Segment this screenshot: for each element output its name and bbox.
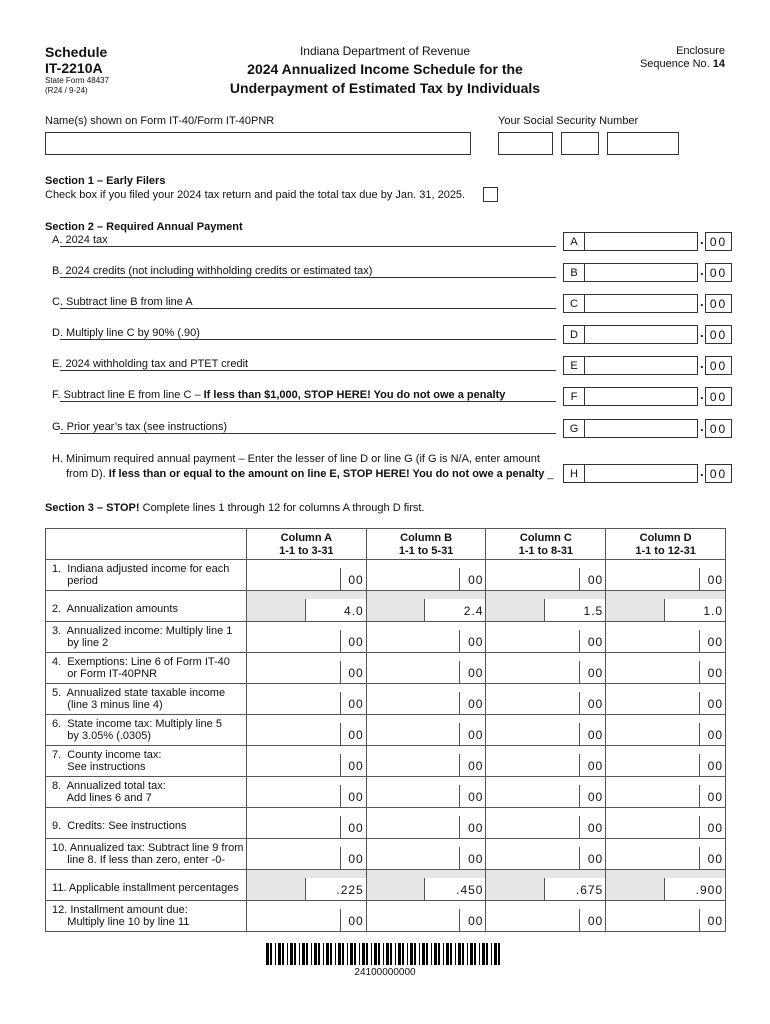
line-c-decimal: . xyxy=(700,294,704,309)
barcode-bar xyxy=(446,943,449,965)
table-header-row xyxy=(46,529,726,560)
row-label-6 xyxy=(46,715,247,746)
line-d-label: D. Multiply line C by 90% (.90) xyxy=(52,327,200,339)
cell-value: 00 xyxy=(468,914,484,928)
row-label-10 xyxy=(46,839,247,870)
form-revision: (R24 / 9-24) xyxy=(45,86,88,95)
cell-row12-col1[interactable] xyxy=(366,901,486,932)
line-b-text xyxy=(52,265,374,277)
line-b-cents[interactable]: 00 xyxy=(705,263,732,282)
cell-value: .450 xyxy=(456,883,484,897)
sequence-value: 14 xyxy=(712,58,725,70)
barcode-bar xyxy=(323,943,324,965)
table-row xyxy=(46,808,726,839)
cell-row11-col2[interactable] xyxy=(486,870,606,901)
cell-value: .900 xyxy=(695,883,723,897)
line-a-text xyxy=(52,234,110,246)
cell-row8-col0[interactable] xyxy=(246,777,366,808)
cell-row6-col3[interactable] xyxy=(606,715,726,746)
line-h-amount[interactable] xyxy=(584,464,698,483)
cell-row4-col2[interactable] xyxy=(486,653,606,684)
cell-value: 00 xyxy=(468,759,484,773)
cell-row3-col2[interactable] xyxy=(486,622,606,653)
annualized-income-table xyxy=(45,528,726,932)
cell-row9-col0[interactable] xyxy=(246,808,366,839)
line-c-cents[interactable]: 00 xyxy=(705,294,732,313)
cell-row7-col0[interactable] xyxy=(246,746,366,777)
barcode-bar xyxy=(462,943,464,965)
barcode-bar xyxy=(338,943,341,965)
line-b-amount[interactable] xyxy=(584,263,698,282)
row-label-line1: 7. County income tax: xyxy=(52,749,162,761)
section1-text: Check box if you filed your 2024 tax return and paid the total tax due by Jan. 31, 2025. xyxy=(45,189,466,201)
cell-row5-col2[interactable] xyxy=(486,684,606,715)
ssn-input-part3[interactable] xyxy=(607,132,679,155)
cell-row1-col1[interactable] xyxy=(366,560,486,591)
row-label-line1: 6. State income tax: Multiply line 5 xyxy=(52,718,222,730)
column-range: 1-1 to 12-31 xyxy=(635,545,696,557)
table-row xyxy=(46,901,726,932)
table-row xyxy=(46,591,726,622)
line-g-leader xyxy=(60,433,556,434)
cell-value: 1.5 xyxy=(583,604,604,618)
barcode-bar xyxy=(326,943,329,965)
cell-row6-col1[interactable] xyxy=(366,715,486,746)
cell-row7-col1[interactable] xyxy=(366,746,486,777)
cell-row1-col3[interactable] xyxy=(606,560,726,591)
cell-value: 00 xyxy=(587,573,604,587)
cell-value: 00 xyxy=(707,759,723,773)
barcode-bar xyxy=(402,943,404,965)
line-d-cents[interactable]: 00 xyxy=(705,325,732,344)
column-name: Column C xyxy=(519,532,572,544)
barcode-bar xyxy=(431,943,432,965)
cell-value: 00 xyxy=(468,728,484,742)
cell-value: 1.0 xyxy=(703,604,723,618)
cell-value: 00 xyxy=(468,790,484,804)
barcode-bar xyxy=(438,943,440,965)
column-name: Column D xyxy=(639,532,692,544)
row-label-7 xyxy=(46,746,247,777)
barcode-bar xyxy=(455,943,456,965)
early-filer-checkbox[interactable] xyxy=(483,187,498,202)
line-d-letter: D xyxy=(563,325,585,344)
row-label-line1: 10. Annualized tax: Subtract line 9 from xyxy=(52,842,244,854)
row-label-12 xyxy=(46,901,247,932)
barcode-bar xyxy=(498,943,500,965)
row-label-line1: 1. Indiana adjusted income for each xyxy=(52,563,230,575)
cell-value: 2.4 xyxy=(463,604,484,618)
barcode-bar xyxy=(278,943,281,965)
cell-value: 00 xyxy=(348,790,364,804)
cell-row12-col3[interactable] xyxy=(606,901,726,932)
line-c-label: C. Subtract line B from line A xyxy=(52,296,193,308)
line-f-cents[interactable]: 00 xyxy=(705,387,732,406)
line-h-warning: If less than or equal to the amount on line E, STOP HERE! You do not owe a penalty xyxy=(108,468,545,480)
barcode-bar xyxy=(414,943,416,965)
table-row xyxy=(46,653,726,684)
cell-value: 00 xyxy=(348,697,364,711)
cell-value: 00 xyxy=(468,573,484,587)
row-label-9 xyxy=(46,808,247,839)
barcode-bar xyxy=(350,943,353,965)
cell-row2-col1[interactable] xyxy=(366,591,486,622)
barcode-bar xyxy=(342,943,344,965)
line-h-cents[interactable]: 00 xyxy=(705,464,732,483)
row-label-line1: 2. Annualization amounts xyxy=(52,603,178,615)
line-a-cents[interactable]: 00 xyxy=(705,232,732,251)
cell-row9-col2[interactable] xyxy=(486,808,606,839)
column-header-3 xyxy=(606,529,726,560)
row-label-line1: 12. Installment amount due: xyxy=(52,904,188,916)
cell-value: 00 xyxy=(587,635,604,649)
barcode-bar xyxy=(470,943,473,965)
line-f-letter: F xyxy=(563,387,585,406)
line-h-text1: H. Minimum required annual payment – Enter the lesser of line D or line G (if G is N/A, enter amount xyxy=(52,453,540,465)
row-label-2 xyxy=(46,591,247,622)
enclosure-label: Enclosure xyxy=(676,45,725,57)
table-header-blank xyxy=(46,529,247,560)
cell-value: 00 xyxy=(707,728,723,742)
column-range: 1-1 to 8-31 xyxy=(518,545,574,557)
barcode-bar xyxy=(362,943,365,965)
barcode-bar xyxy=(354,943,356,965)
cell-row2-col2[interactable] xyxy=(486,591,606,622)
form-title-line2: Underpayment of Estimated Tax by Individuals xyxy=(229,80,541,96)
barcode-bar xyxy=(458,943,461,965)
cell-row7-col2[interactable] xyxy=(486,746,606,777)
row-label-line2: Multiply line 10 by line 11 xyxy=(52,916,190,928)
barcode-bar xyxy=(383,943,384,965)
barcode-bar xyxy=(311,943,312,965)
line-e-amount[interactable] xyxy=(584,356,698,375)
sequence-label: Sequence No. xyxy=(639,58,710,70)
sequence-number xyxy=(640,58,725,70)
cell-value: 00 xyxy=(707,790,723,804)
barcode-bar xyxy=(419,943,420,965)
line-c-letter: C xyxy=(563,294,585,313)
row-label-line2: or Form IT-40PNR xyxy=(52,668,158,680)
row-label-line2: Add lines 6 and 7 xyxy=(52,792,152,804)
line-e-decimal: . xyxy=(700,356,704,371)
cell-row9-col3[interactable] xyxy=(606,808,726,839)
line-a-label: A. 2024 tax xyxy=(52,234,108,246)
line-g-text xyxy=(52,421,229,433)
table-row xyxy=(46,777,726,808)
names-label: Name(s) shown on Form IT-40/Form IT-40PNR xyxy=(45,115,275,127)
table-row xyxy=(46,684,726,715)
cell-value: 4.0 xyxy=(344,604,364,618)
barcode-bar xyxy=(335,943,336,965)
row-label-5 xyxy=(46,684,247,715)
line-f-decimal: . xyxy=(700,387,704,402)
line-b-label: B. 2024 credits (not including withholding credits or estimated tax) xyxy=(52,265,373,277)
ssn-label: Your Social Security Number xyxy=(498,115,639,127)
cell-row4-col0[interactable] xyxy=(246,653,366,684)
line-a-amount[interactable] xyxy=(584,232,698,251)
column-header-1 xyxy=(366,529,486,560)
cell-value: 00 xyxy=(587,759,604,773)
barcode-bar xyxy=(482,943,485,965)
line-d-text xyxy=(52,327,202,339)
table-row xyxy=(46,746,726,777)
barcode-bar xyxy=(270,943,272,965)
barcode-bar xyxy=(422,943,425,965)
column-header-2 xyxy=(486,529,606,560)
barcode-bar xyxy=(318,943,320,965)
form-code: IT-2210A xyxy=(45,60,103,76)
cell-value: 00 xyxy=(468,821,484,835)
cell-row10-col3[interactable] xyxy=(606,839,726,870)
row-label-line1: 9. Credits: See instructions xyxy=(52,820,187,832)
column-name: Column A xyxy=(280,532,333,544)
cell-row10-col2[interactable] xyxy=(486,839,606,870)
cell-value: 00 xyxy=(707,852,723,866)
cell-value: 00 xyxy=(707,821,723,835)
section2-title: Section 2 – Required Annual Payment xyxy=(45,221,243,233)
cell-row6-col0[interactable] xyxy=(246,715,366,746)
cell-row3-col1[interactable] xyxy=(366,622,486,653)
barcode-bar xyxy=(266,943,269,965)
cell-value: 00 xyxy=(348,821,364,835)
row-label-line1: 3. Annualized income: Multiply line 1 xyxy=(52,625,233,637)
row-label-line2: by 3.05% (.0305) xyxy=(52,730,152,742)
barcode-bar xyxy=(287,943,288,965)
barcode-bar xyxy=(275,943,276,965)
barcode-bar xyxy=(290,943,293,965)
line-g-label: G. Prior year’s tax (see instructions) xyxy=(52,421,228,433)
cell-value: 00 xyxy=(707,697,723,711)
cell-value: 00 xyxy=(587,790,604,804)
section1-title: Section 1 – Early Filers xyxy=(45,175,166,187)
cell-row4-col3[interactable] xyxy=(606,653,726,684)
cell-row5-col3[interactable] xyxy=(606,684,726,715)
cell-value: .675 xyxy=(575,883,604,897)
cell-value: 00 xyxy=(348,666,364,680)
cell-value: 00 xyxy=(707,635,723,649)
cell-row5-col0[interactable] xyxy=(246,684,366,715)
line-e-label: E. 2024 withholding tax and PTET credit xyxy=(52,358,249,370)
barcode-bar xyxy=(407,943,408,965)
cell-value: 00 xyxy=(587,697,604,711)
line-d-leader xyxy=(60,339,556,340)
cell-value: 00 xyxy=(707,666,723,680)
line-f-amount[interactable] xyxy=(584,387,698,406)
line-e-leader xyxy=(60,370,556,371)
barcode-bar xyxy=(474,943,476,965)
cell-row4-col1[interactable] xyxy=(366,653,486,684)
barcode-bar xyxy=(390,943,392,965)
barcode xyxy=(266,943,504,965)
line-b-letter: B xyxy=(563,263,585,282)
barcode-bar xyxy=(491,943,492,965)
cell-row3-col3[interactable] xyxy=(606,622,726,653)
cell-value: 00 xyxy=(468,852,484,866)
cell-row1-col2[interactable] xyxy=(486,560,606,591)
cell-row11-col0[interactable] xyxy=(246,870,366,901)
barcode-bar xyxy=(450,943,452,965)
column-header-0 xyxy=(246,529,366,560)
line-g-decimal: . xyxy=(700,419,704,434)
cell-value: 00 xyxy=(468,635,484,649)
line-g-amount[interactable] xyxy=(584,419,698,438)
line-h-letter: H xyxy=(563,464,585,483)
ssn-input-part1[interactable] xyxy=(498,132,553,155)
cell-value: 00 xyxy=(348,728,364,742)
line-a-decimal: . xyxy=(700,232,704,247)
line-a-letter: A xyxy=(563,232,585,251)
barcode-bar xyxy=(359,943,360,965)
cell-row3-col0[interactable] xyxy=(246,622,366,653)
line-c-amount[interactable] xyxy=(584,294,698,313)
table-row xyxy=(46,870,726,901)
cell-value: .225 xyxy=(336,883,364,897)
cell-value: 00 xyxy=(468,666,484,680)
cell-value: 00 xyxy=(348,573,364,587)
table-row xyxy=(46,622,726,653)
barcode-bar xyxy=(410,943,413,965)
barcode-bar xyxy=(314,943,317,965)
cell-value: 00 xyxy=(587,666,604,680)
line-d-amount[interactable] xyxy=(584,325,698,344)
cell-value: 00 xyxy=(468,697,484,711)
cell-value: 00 xyxy=(707,573,723,587)
barcode-bar xyxy=(479,943,480,965)
cell-value: 00 xyxy=(348,852,364,866)
barcode-bar xyxy=(395,943,396,965)
barcode-bar xyxy=(302,943,305,965)
barcode-bar xyxy=(347,943,348,965)
table-row xyxy=(46,560,726,591)
row-label-line1: 11. Applicable installment percentages xyxy=(52,882,239,894)
line-f-warning: If less than $1,000, STOP HERE! You do not owe a penalty xyxy=(203,389,506,401)
barcode-bar xyxy=(371,943,372,965)
barcode-bar xyxy=(330,943,332,965)
cell-value: 00 xyxy=(587,821,604,835)
barcode-bar xyxy=(494,943,497,965)
line-c-text xyxy=(52,296,195,308)
table-row xyxy=(46,839,726,870)
cell-value: 00 xyxy=(587,728,604,742)
agency-name: Indiana Department of Revenue xyxy=(299,44,471,58)
cell-row9-col1[interactable] xyxy=(366,808,486,839)
barcode-bar xyxy=(467,943,468,965)
line-d-decimal: . xyxy=(700,325,704,340)
row-label-line1: 4. Exemptions: Line 6 of Form IT-40 xyxy=(52,656,230,668)
column-range: 1-1 to 3-31 xyxy=(279,545,334,557)
schedule-label: Schedule xyxy=(45,44,108,60)
cell-row12-col0[interactable] xyxy=(246,901,366,932)
row-label-line2: line 8. If less than zero, enter -0- xyxy=(52,854,226,866)
line-b-decimal: . xyxy=(700,263,704,278)
row-label-line2: (line 3 minus line 4) xyxy=(52,699,163,711)
cell-row7-col3[interactable] xyxy=(606,746,726,777)
barcode-bar xyxy=(434,943,437,965)
row-label-4 xyxy=(46,653,247,684)
cell-value: 00 xyxy=(707,914,723,928)
line-c-leader xyxy=(60,308,556,309)
line-e-letter: E xyxy=(563,356,585,375)
cell-row10-col1[interactable] xyxy=(366,839,486,870)
section3-title-rest: Complete lines 1 through 12 for columns A through D first. xyxy=(139,502,425,514)
line-b-leader xyxy=(60,277,556,278)
cell-row12-col2[interactable] xyxy=(486,901,606,932)
barcode-bar xyxy=(306,943,308,965)
barcode-bar xyxy=(486,943,488,965)
line-h-text2: from D). If less than or equal to the amount on line E, STOP HERE! You do not owe a penalty _ xyxy=(66,468,554,480)
cell-row5-col1[interactable] xyxy=(366,684,486,715)
row-label-line1: 8. Annualized total tax: xyxy=(52,780,166,792)
row-label-line1: 5. Annualized state taxable income xyxy=(52,687,226,699)
section3-title xyxy=(45,502,425,514)
cell-value: 00 xyxy=(348,759,364,773)
cell-value: 00 xyxy=(587,852,604,866)
cell-row8-col2[interactable] xyxy=(486,777,606,808)
line-e-text xyxy=(52,358,250,370)
cell-row1-col0[interactable] xyxy=(246,560,366,591)
barcode-bar xyxy=(386,943,389,965)
row-label-1 xyxy=(46,560,247,591)
line-e-cents[interactable]: 00 xyxy=(705,356,732,375)
cell-value: 00 xyxy=(348,635,364,649)
barcode-bar xyxy=(366,943,368,965)
line-g-letter: G xyxy=(563,419,585,438)
barcode-bar xyxy=(443,943,444,965)
row-label-line2: by line 2 xyxy=(52,637,109,649)
row-label-8 xyxy=(46,777,247,808)
barcode-bar xyxy=(294,943,296,965)
ssn-input-part2[interactable] xyxy=(561,132,599,155)
cell-row8-col1[interactable] xyxy=(366,777,486,808)
line-a-leader xyxy=(60,246,556,247)
row-label-3 xyxy=(46,622,247,653)
line-h-decimal: . xyxy=(700,464,704,479)
table-row xyxy=(46,715,726,746)
cell-row2-col0[interactable] xyxy=(246,591,366,622)
cell-value: 00 xyxy=(587,914,604,928)
column-name: Column B xyxy=(400,532,453,544)
state-form-number: State Form 48437 xyxy=(45,76,110,85)
cell-row10-col0[interactable] xyxy=(246,839,366,870)
form-title-line1: 2024 Annualized Income Schedule for the xyxy=(247,61,523,77)
line-f-leader xyxy=(60,401,556,402)
cell-row11-col3[interactable] xyxy=(606,870,726,901)
barcode-bar xyxy=(299,943,300,965)
cell-row11-col1[interactable] xyxy=(366,870,486,901)
cell-value: 00 xyxy=(348,914,364,928)
barcode-number: 24100000000 xyxy=(354,967,416,978)
line-f-label: F. Subtract line E from line C – xyxy=(52,389,204,401)
column-range: 1-1 to 5-31 xyxy=(398,545,454,557)
row-label-line2: See instructions xyxy=(52,761,146,773)
barcode-bar xyxy=(398,943,401,965)
row-label-line2: period xyxy=(52,575,98,587)
barcode-bar xyxy=(426,943,428,965)
cell-row2-col3[interactable] xyxy=(606,591,726,622)
cell-row6-col2[interactable] xyxy=(486,715,606,746)
line-g-cents[interactable]: 00 xyxy=(705,419,732,438)
barcode-bar xyxy=(282,943,284,965)
barcode-bar xyxy=(378,943,380,965)
line-f-text xyxy=(52,389,507,401)
cell-row8-col3[interactable] xyxy=(606,777,726,808)
names-input[interactable] xyxy=(45,132,471,155)
barcode-bar xyxy=(374,943,377,965)
row-label-11 xyxy=(46,870,247,901)
line-h-text2-plain: from D). xyxy=(66,468,109,480)
section3-title-bold: Section 3 – STOP! xyxy=(45,502,140,514)
